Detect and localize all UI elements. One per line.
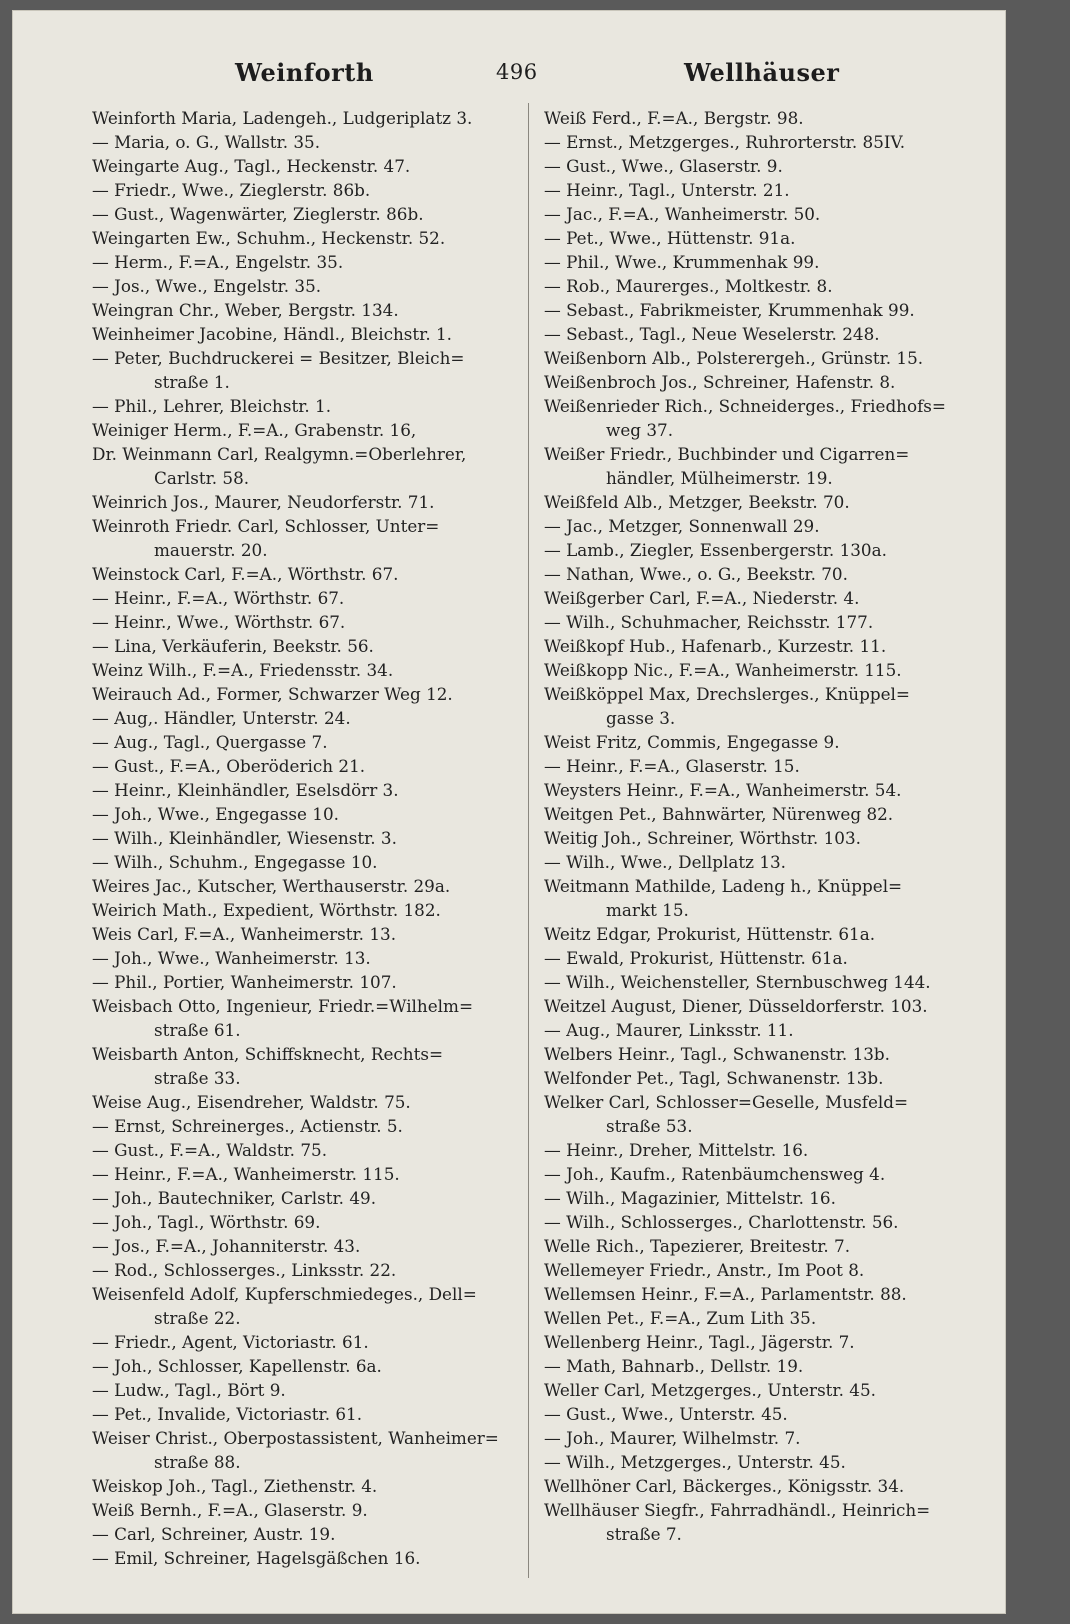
entry-continuation-line: straße 1.: [154, 372, 230, 392]
directory-entry: [540, 106, 988, 130]
directory-entry: [540, 970, 988, 994]
directory-entry: [540, 514, 988, 538]
entry-line: Weißgerber Carl, F.=A., Niederstr. 4.: [544, 588, 860, 608]
directory-entry: [540, 802, 988, 826]
entry-line: — Joh., Bautechniker, Carlstr. 49.: [92, 1188, 377, 1208]
directory-entry: [540, 658, 988, 682]
directory-entry: [540, 1426, 988, 1450]
directory-entry: [540, 154, 988, 178]
directory-entry: [88, 1330, 528, 1354]
entry-line: — Aug., Tagl., Quergasse 7.: [92, 732, 328, 752]
entry-line: Weißkopp Nic., F.=A., Wanheimerstr. 115.: [544, 660, 902, 680]
entry-line: — Heinr., F.=A., Wanheimerstr. 115.: [92, 1164, 400, 1184]
entry-line: Weinroth Friedr. Carl, Schlosser, Unter=: [92, 516, 440, 536]
entry-line: Weinheimer Jacobine, Händl., Bleichstr. 1.: [92, 324, 453, 344]
entry-continuation-line: mauerstr. 20.: [154, 540, 268, 560]
entry-line: Weires Jac., Kutscher, Werthauserstr. 29a.: [92, 876, 451, 896]
directory-entry: [88, 946, 528, 970]
entry-line: Weinstock Carl, F.=A., Wörthstr. 67.: [92, 564, 399, 584]
entry-line: Weitz Edgar, Prokurist, Hüttenstr. 61a.: [544, 924, 876, 944]
directory-entry: [88, 322, 528, 346]
entry-line: — Heinr., Kleinhändler, Eselsdörr 3.: [92, 780, 399, 800]
directory-entry: [88, 1426, 528, 1474]
entry-line: Weisenfeld Adolf, Kupferschmiedeges., Dell=: [92, 1284, 477, 1304]
directory-entry: [88, 106, 528, 130]
entry-line: — Heinr., Tagl., Unterstr. 21.: [544, 180, 790, 200]
entry-continuation-line: markt 15.: [606, 900, 689, 920]
directory-entry: [88, 130, 528, 154]
directory-entry: [540, 754, 988, 778]
directory-entry: [88, 346, 528, 394]
directory-entry: [540, 730, 988, 754]
entry-line: — Peter, Buchdruckerei = Besitzer, Bleich=: [92, 348, 465, 368]
entry-line: — Math, Bahnarb., Dellstr. 19.: [544, 1356, 804, 1376]
directory-entry: [88, 1042, 528, 1090]
entry-line: Weitzel August, Diener, Düsseldorferstr. 103.: [544, 996, 928, 1016]
entry-line: Weiß Bernh., F.=A., Glaserstr. 9.: [92, 1500, 368, 1520]
directory-entry: [540, 1282, 988, 1306]
entry-line: Weiniger Herm., F.=A., Grabenstr. 16,: [92, 420, 417, 440]
entry-line: — Phil., Portier, Wanheimerstr. 107.: [92, 972, 397, 992]
directory-entry: [88, 850, 528, 874]
directory-entry: [540, 322, 988, 346]
directory-entry: [540, 1450, 988, 1474]
directory-entry: [88, 874, 528, 898]
entry-line: — Heinr., F.=A., Wörthstr. 67.: [92, 588, 345, 608]
directory-entry: [540, 1042, 988, 1066]
entry-line: — Herm., F.=A., Engelstr. 35.: [92, 252, 344, 272]
directory-entry: [540, 1162, 988, 1186]
directory-entry: [88, 634, 528, 658]
directory-entry: [88, 1402, 528, 1426]
directory-entry: [540, 394, 988, 442]
entry-line: Weinz Wilh., F.=A., Friedensstr. 34.: [92, 660, 394, 680]
directory-entry: [540, 610, 988, 634]
entry-line: — Friedr., Agent, Victoriastr. 61.: [92, 1332, 369, 1352]
page-header: [12, 58, 1006, 98]
entry-line: — Joh., Wwe., Wanheimerstr. 13.: [92, 948, 371, 968]
entry-line: Weirich Math., Expedient, Wörthstr. 182.: [92, 900, 441, 920]
directory-entry: [540, 994, 988, 1018]
directory-entry: [540, 1090, 988, 1138]
entry-line: — Wilh., Wwe., Dellplatz 13.: [544, 852, 787, 872]
directory-entry: [540, 562, 988, 586]
entry-line: — Heinr., Wwe., Wörthstr. 67.: [92, 612, 346, 632]
directory-entry: [540, 1258, 988, 1282]
directory-entry: [88, 274, 528, 298]
entry-line: Wellhöner Carl, Bäckerges., Königsstr. 34.: [544, 1476, 905, 1496]
directory-entry: [540, 1402, 988, 1426]
directory-entry: [88, 1162, 528, 1186]
entry-line: Weise Aug., Eisendreher, Waldstr. 75.: [92, 1092, 411, 1112]
entry-continuation-line: straße 33.: [154, 1068, 241, 1088]
entry-line: Weingarten Ew., Schuhm., Heckenstr. 52.: [92, 228, 446, 248]
directory-entry: [88, 250, 528, 274]
entry-line: — Wilh., Magazinier, Mittelstr. 16.: [544, 1188, 836, 1208]
entry-continuation-line: straße 7.: [606, 1524, 682, 1544]
directory-entry: [540, 442, 988, 490]
entry-line: — Sebast., Tagl., Neue Weselerstr. 248.: [544, 324, 880, 344]
entry-line: — Wilh., Kleinhändler, Wiesenstr. 3.: [92, 828, 397, 848]
entry-line: — Jos., Wwe., Engelstr. 35.: [92, 276, 322, 296]
entry-line: — Pet., Invalide, Victoriastr. 61.: [92, 1404, 363, 1424]
page-number: 496: [496, 60, 538, 84]
directory-entry: [88, 658, 528, 682]
directory-entry: [540, 1330, 988, 1354]
directory-entry: [88, 586, 528, 610]
entry-line: — Gust., Wwe., Unterstr. 45.: [544, 1404, 788, 1424]
entry-line: Wellen Pet., F.=A., Zum Lith 35.: [544, 1308, 817, 1328]
entry-line: — Rob., Maurerges., Moltkestr. 8.: [544, 276, 833, 296]
entry-line: — Joh., Tagl., Wörthstr. 69.: [92, 1212, 321, 1232]
entry-line: — Joh., Wwe., Engegasse 10.: [92, 804, 339, 824]
directory-entry: [88, 970, 528, 994]
directory-entry: [540, 1378, 988, 1402]
entry-line: — Phil., Wwe., Krummenhak 99.: [544, 252, 820, 272]
entry-line: Dr. Weinmann Carl, Realgymn.=Oberlehrer,: [92, 444, 467, 464]
entry-line: Weißfeld Alb., Metzger, Beekstr. 70.: [544, 492, 850, 512]
directory-entry: [540, 1210, 988, 1234]
entry-line: Weiser Christ., Oberpostassistent, Wanheimer=: [92, 1428, 499, 1448]
entry-line: — Wilh., Schlosserges., Charlottenstr. 56.: [544, 1212, 899, 1232]
directory-entry: [540, 826, 988, 850]
directory-entry: [540, 346, 988, 370]
directory-entry: [540, 130, 988, 154]
entry-line: Weitmann Mathilde, Ladeng h., Knüppel=: [544, 876, 903, 896]
entry-continuation-line: straße 22.: [154, 1308, 241, 1328]
directory-entry: [540, 1234, 988, 1258]
entry-line: Welle Rich., Tapezierer, Breitestr. 7.: [544, 1236, 851, 1256]
entry-line: Welfonder Pet., Tagl, Schwanenstr. 13b.: [544, 1068, 884, 1088]
directory-entry: [88, 1522, 528, 1546]
directory-entry: [88, 226, 528, 250]
entry-continuation-line: straße 61.: [154, 1020, 241, 1040]
entry-line: — Maria, o. G., Wallstr. 35.: [92, 132, 321, 152]
directory-entry: [540, 1306, 988, 1330]
directory-entry: [88, 754, 528, 778]
directory-entry: [88, 1138, 528, 1162]
entry-line: Welbers Heinr., Tagl., Schwanenstr. 13b.: [544, 1044, 890, 1064]
entry-line: Wellemeyer Friedr., Anstr., Im Poot 8.: [544, 1260, 865, 1280]
entry-line: Weißenrieder Rich., Schneiderges., Friedhofs=: [544, 396, 946, 416]
directory-entry: [540, 178, 988, 202]
entry-line: Weiß Ferd., F.=A., Bergstr. 98.: [544, 108, 804, 128]
directory-entry: [88, 730, 528, 754]
entry-line: — Friedr., Wwe., Zieglerstr. 86b.: [92, 180, 371, 200]
directory-page: [12, 10, 1006, 1614]
entry-line: — Aug,. Händler, Unterstr. 24.: [92, 708, 351, 728]
directory-entry: [540, 1498, 988, 1546]
entry-continuation-line: händler, Mülheimerstr. 19.: [606, 468, 833, 488]
directory-entry: [88, 778, 528, 802]
directory-entry: [540, 250, 988, 274]
entry-line: — Lina, Verkäuferin, Beekstr. 56.: [92, 636, 374, 656]
entry-line: Wellhäuser Siegfr., Fahrradhändl., Heinrich=: [544, 1500, 931, 1520]
entry-line: — Ludw., Tagl., Bört 9.: [92, 1380, 286, 1400]
directory-entry: [88, 514, 528, 562]
entry-line: — Phil., Lehrer, Bleichstr. 1.: [92, 396, 332, 416]
directory-entry: [88, 994, 528, 1042]
directory-entry: [88, 802, 528, 826]
directory-entry: [88, 1282, 528, 1330]
directory-entry: [88, 1474, 528, 1498]
entry-line: Weitig Joh., Schreiner, Wörthstr. 103.: [544, 828, 861, 848]
directory-entry: [540, 538, 988, 562]
directory-entry: [540, 922, 988, 946]
entry-line: Weiskop Joh., Tagl., Ziethenstr. 4.: [92, 1476, 378, 1496]
entry-line: — Heinr., F.=A., Glaserstr. 15.: [544, 756, 800, 776]
directory-entry: [88, 1186, 528, 1210]
entry-continuation-line: weg 37.: [606, 420, 674, 440]
directory-entry: [540, 682, 988, 730]
directory-entry: [540, 202, 988, 226]
entry-line: — Rod., Schlosserges., Linksstr. 22.: [92, 1260, 397, 1280]
directory-entry: [88, 610, 528, 634]
directory-entry: [88, 1378, 528, 1402]
entry-line: — Nathan, Wwe., o. G., Beekstr. 70.: [544, 564, 848, 584]
entry-line: Weisbach Otto, Ingenieur, Friedr.=Wilhelm=: [92, 996, 474, 1016]
directory-entry: [88, 154, 528, 178]
entry-line: — Ernst, Schreinerges., Actienstr. 5.: [92, 1116, 403, 1136]
entry-line: — Wilh., Metzgerges., Unterstr. 45.: [544, 1452, 846, 1472]
directory-entry: [540, 298, 988, 322]
directory-entry: [540, 274, 988, 298]
header-first-entry: Weinforth: [235, 58, 374, 87]
directory-entry: [88, 826, 528, 850]
directory-entry: [540, 1354, 988, 1378]
directory-entry: [88, 298, 528, 322]
directory-entry: [88, 394, 528, 418]
directory-entry: [540, 586, 988, 610]
directory-entry: [88, 706, 528, 730]
entry-line: — Joh., Kaufm., Ratenbäumchensweg 4.: [544, 1164, 886, 1184]
entry-line: — Sebast., Fabrikmeister, Krummenhak 99.: [544, 300, 915, 320]
entry-line: Weingarte Aug., Tagl., Heckenstr. 47.: [92, 156, 411, 176]
entry-line: — Ernst., Metzgerges., Ruhrorterstr. 85IV.: [544, 132, 906, 152]
entry-line: — Aug., Maurer, Linksstr. 11.: [544, 1020, 794, 1040]
directory-entry: [540, 778, 988, 802]
directory-entry: [88, 1210, 528, 1234]
directory-entry: [88, 418, 528, 442]
directory-entry: [540, 634, 988, 658]
directory-entry: [88, 442, 528, 490]
directory-entry: [88, 1354, 528, 1378]
entry-line: Weysters Heinr., F.=A., Wanheimerstr. 54.: [544, 780, 902, 800]
directory-entry: [540, 226, 988, 250]
entry-line: Weißenbroch Jos., Schreiner, Hafenstr. 8.: [544, 372, 896, 392]
entry-line: Weller Carl, Metzgerges., Unterstr. 45.: [544, 1380, 876, 1400]
directory-entry: [540, 1186, 988, 1210]
entry-line: Weißenborn Alb., Polsterergeh., Grünstr. 15.: [544, 348, 924, 368]
entry-line: — Carl, Schreiner, Austr. 19.: [92, 1524, 336, 1544]
entry-line: — Lamb., Ziegler, Essenbergerstr. 130a.: [544, 540, 887, 560]
entry-line: — Joh., Maurer, Wilhelmstr. 7.: [544, 1428, 801, 1448]
directory-entry: [88, 898, 528, 922]
directory-entry: [88, 682, 528, 706]
directory-entry: [540, 850, 988, 874]
directory-entry: [88, 178, 528, 202]
entry-line: — Emil, Schreiner, Hagelsgäßchen 16.: [92, 1548, 421, 1568]
entry-line: — Jac., Metzger, Sonnenwall 29.: [544, 516, 820, 536]
directory-entry: [540, 1066, 988, 1090]
entry-line: Weißkopf Hub., Hafenarb., Kurzestr. 11.: [544, 636, 887, 656]
entry-line: Weis Carl, F.=A., Wanheimerstr. 13.: [92, 924, 397, 944]
entry-line: Weisbarth Anton, Schiffsknecht, Rechts=: [92, 1044, 444, 1064]
entry-line: — Joh., Schlosser, Kapellenstr. 6a.: [92, 1356, 382, 1376]
entry-line: — Jos., F.=A., Johanniterstr. 43.: [92, 1236, 361, 1256]
directory-entry: [540, 1474, 988, 1498]
directory-entry: [540, 946, 988, 970]
directory-entry: [540, 1018, 988, 1042]
entry-continuation-line: straße 53.: [606, 1116, 693, 1136]
directory-entry: [88, 1234, 528, 1258]
entry-line: Weitgen Pet., Bahnwärter, Nürenweg 82.: [544, 804, 894, 824]
entry-line: — Gust., Wagenwärter, Zieglerstr. 86b.: [92, 204, 424, 224]
entry-line: — Ewald, Prokurist, Hüttenstr. 61a.: [544, 948, 848, 968]
directory-entry: [540, 1138, 988, 1162]
directory-entry: [88, 1090, 528, 1114]
entry-line: — Heinr., Dreher, Mittelstr. 16.: [544, 1140, 809, 1160]
entry-continuation-line: straße 88.: [154, 1452, 241, 1472]
entry-line: Weißer Friedr., Buchbinder und Cigarren=: [544, 444, 910, 464]
directory-entry: [540, 490, 988, 514]
entry-line: Weinforth Maria, Ladengeh., Ludgeriplatz 3.: [92, 108, 473, 128]
directory-entry: [88, 1498, 528, 1522]
entry-line: — Pet., Wwe., Hüttenstr. 91a.: [544, 228, 796, 248]
entry-line: Weirauch Ad., Former, Schwarzer Weg 12.: [92, 684, 453, 704]
entry-line: Weingran Chr., Weber, Bergstr. 134.: [92, 300, 399, 320]
directory-entry: [88, 490, 528, 514]
entry-line: Weißköppel Max, Drechslerges., Knüppel=: [544, 684, 910, 704]
entry-line: — Wilh., Schuhmacher, Reichsstr. 177.: [544, 612, 874, 632]
header-last-entry: Wellhäuser: [684, 58, 840, 87]
directory-entry: [88, 1546, 528, 1570]
directory-entry: [540, 370, 988, 394]
entry-line: Welker Carl, Schlosser=Geselle, Musfeld=: [544, 1092, 909, 1112]
entry-line: Wellemsen Heinr., F.=A., Parlamentstr. 88.: [544, 1284, 907, 1304]
column-divider: [528, 103, 529, 1578]
entry-line: — Gust., Wwe., Glaserstr. 9.: [544, 156, 783, 176]
directory-entry: [88, 202, 528, 226]
directory-entry: [88, 1258, 528, 1282]
entry-line: — Wilh., Weichensteller, Sternbuschweg 144.: [544, 972, 931, 992]
entry-continuation-line: gasse 3.: [606, 708, 676, 728]
directory-entry: [88, 1114, 528, 1138]
directory-entry: [88, 922, 528, 946]
entry-line: — Jac., F.=A., Wanheimerstr. 50.: [544, 204, 821, 224]
entry-line: Weist Fritz, Commis, Engegasse 9.: [544, 732, 840, 752]
entry-continuation-line: Carlstr. 58.: [154, 468, 250, 488]
entry-line: — Gust., F.=A., Waldstr. 75.: [92, 1140, 328, 1160]
entry-line: — Wilh., Schuhm., Engegasse 10.: [92, 852, 378, 872]
directory-entry: [540, 874, 988, 922]
entry-line: — Gust., F.=A., Oberöderich 21.: [92, 756, 366, 776]
directory-entry: [88, 562, 528, 586]
entry-line: Weinrich Jos., Maurer, Neudorferstr. 71.: [92, 492, 435, 512]
entry-line: Wellenberg Heinr., Tagl., Jägerstr. 7.: [544, 1332, 855, 1352]
